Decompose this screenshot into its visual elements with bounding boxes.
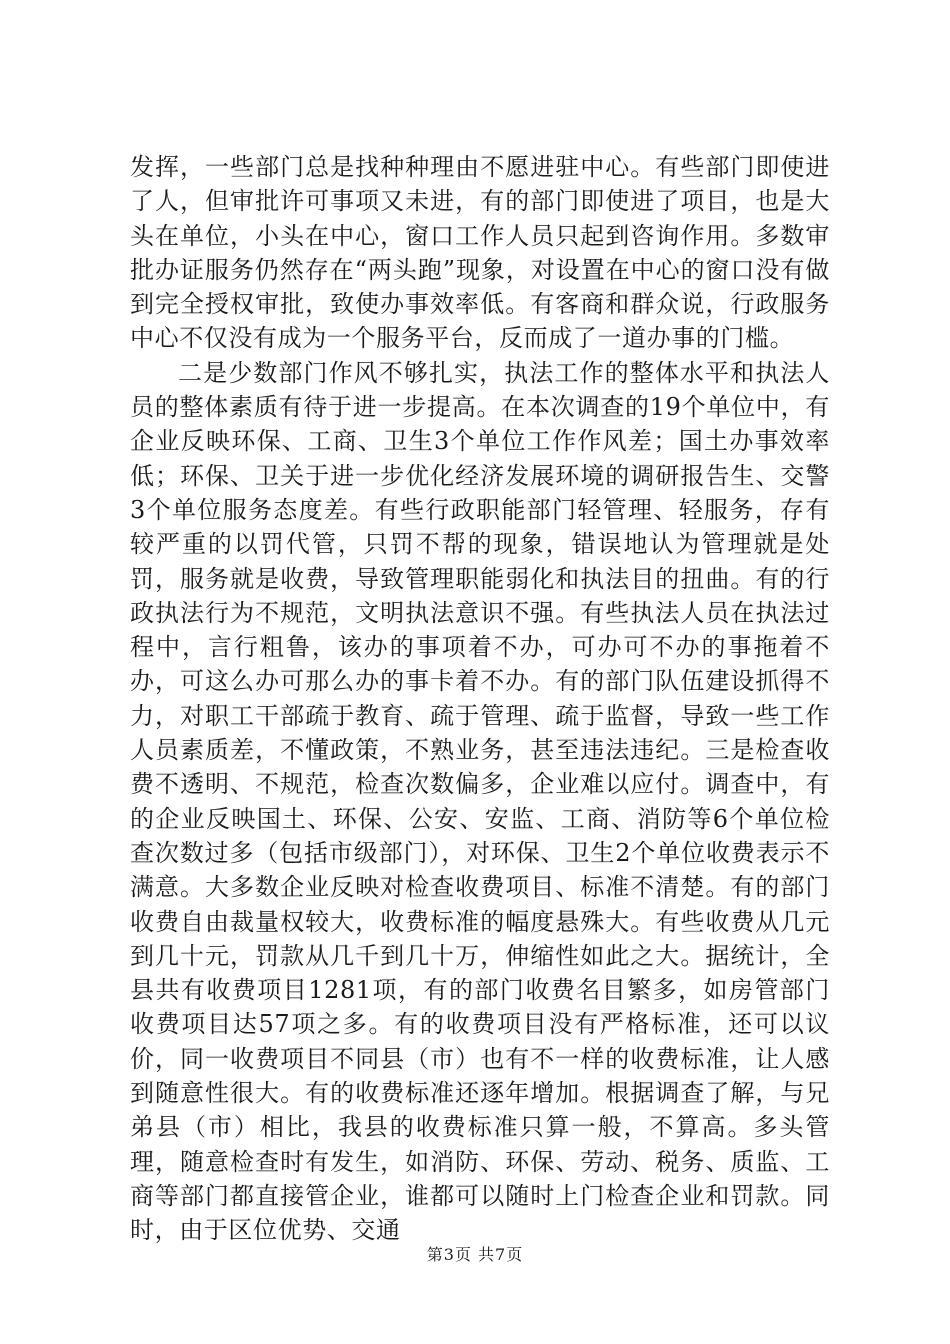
paragraph-2: 二是少数部门作风不够扎实，执法工作的整体水平和执法人员的整体素质有待于进一步提高。在本次调查的19个单位中，有企业反映环保、工商、卫生3个单位工作作风差；国土办事效率低；环保、卫关于进一步优化经济发展环境的调研报告生、交警3个单位服务态度差。有些行政职能部门轻管理、轻服务，存有较严重的以罚代管，只罚不帮的现象，错误地认为管理就是处罚，服务就是收费，导致管理职能弱化和执法目的扭曲。有的行政执法行为不规范，文明执法意识不强。有些执法人员在执法过程中，言行粗鲁，该办的事项着不办，可办可不办的事拖着不办，可这么办可那么办的事卡着不办。有的部门队伍建设抓得不力，对职工干部疏于教育、疏于管理、疏于监督，导致一些工作人员素质差，不懂政策，不熟业务，甚至违法违纪。三是检查收费不透明、不规范，检查次数偏多，企业难以应付。调查中，有的企业反映国土、环保、公安、安监、工商、消防等6个单位检查次数过多（包括市级部门），对环保、卫生2个单位收费表示不满意。大多数企业反映对检查收费项目、标准不清楚。有的部门收费自由裁量权较大，收费标准的幅度悬殊大。有些收费从几元到几十元，罚款从几千到几十万，伸缩性如此之大。据统计，全县共有收费项目1281项，有的部门收费名目繁多，如房管部门收费项目达57项之多。有的收费项目没有严格标准，还可以议价，同一收费项目不同县（市）也有不一样的收费标准，让人感到随意性很大。有的收费标准还逐年增加。根据调查了解，与兄弟县（市）相比，我县的收费标准只算一般，不算高。多头管理，随意检查时有发生，如消防、环保、劳动、税务、质监、工商等部门都直接管企业，谁都可以随时上门检查企业和罚款。同时，由于区位优势、交通 [130, 358, 830, 1245]
page-number-footer: 第3页 共7页 [426, 1245, 524, 1264]
body-text [130, 150, 830, 1248]
paragraph-1: 发挥，一些部门总是找种种理由不愿进驻中心。有些部门即使进了人，但审批许可事项又未进，有的部门即使进了项目，也是大头在单位，小头在中心，窗口工作人员只起到咨询作用。多数审批办证服务仍然存在“两头跑”现象，对设置在中心的窗口没有做到完全授权审批，致使办事效率低。有客商和群众说，行政服务中心不仅没有成为一个服务平台，反而成了一道办事的门槛。 [130, 153, 830, 353]
